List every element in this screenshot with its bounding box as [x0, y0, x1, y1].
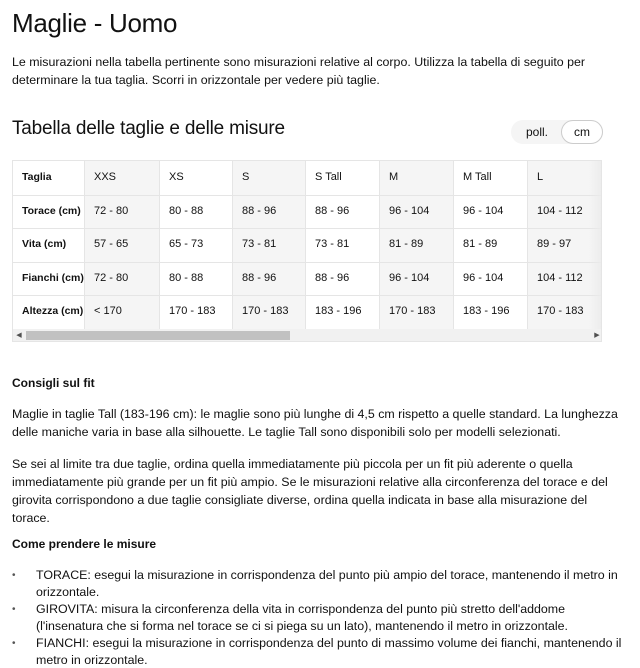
unit-toggle	[511, 120, 603, 144]
size-column	[380, 161, 454, 329]
table-cell: 183 - 196	[315, 305, 362, 318]
table-cell: 88 - 96	[242, 204, 277, 217]
table-cell: 73 - 81	[242, 238, 277, 251]
measure-row-label: Vita (cm)	[22, 238, 67, 251]
unit-option-cm[interactable]: cm	[561, 120, 603, 144]
scroll-left-icon[interactable]: ◀	[16, 332, 22, 339]
size-table-scroll-area[interactable]	[13, 161, 602, 329]
page-title: Maglie - Uomo	[12, 8, 178, 38]
table-cell: 96 - 104	[389, 204, 430, 217]
size-header-cell: S Tall	[315, 171, 342, 183]
size-header-cell: XXS	[94, 171, 117, 183]
table-cell: 81 - 89	[463, 238, 498, 251]
measure-row-label: Torace (cm)	[22, 204, 81, 217]
bullet-icon: •	[12, 570, 16, 581]
table-cell: 170 - 183	[242, 305, 289, 318]
fit-tips-paragraph-tall: Maglie in taglie Tall (183-196 cm): le maglie sono più lunghe di 4,5 cm rispetto a quelle standard. La lunghezza delle maniche varia in base alla silhouette. Le taglie Tall sono disponibili solo per modelli selezionati.	[12, 407, 618, 439]
size-column	[160, 161, 233, 329]
table-cell: 81 - 89	[389, 238, 424, 251]
size-column	[306, 161, 380, 329]
table-cell: 183 - 196	[463, 305, 510, 318]
list-item-text: FIANCHI: esegui la misurazione in corrispondenza del punto di massimo volume dei fianchi, mantenendo il metro in orizzontale.	[36, 636, 622, 667]
size-column	[233, 161, 306, 329]
table-row-divider	[13, 195, 602, 196]
table-cell: 170 - 183	[537, 305, 584, 318]
measure-row-label: Fianchi (cm)	[22, 271, 84, 284]
table-cell: 170 - 183	[389, 305, 436, 318]
size-header-cell: L	[537, 171, 544, 183]
size-column	[85, 161, 160, 329]
scroll-right-icon[interactable]: ▶	[594, 332, 600, 339]
row-labels-column	[13, 161, 85, 329]
size-header-cell: M Tall	[463, 171, 492, 183]
size-column	[454, 161, 528, 329]
table-row-divider	[13, 295, 602, 296]
measure-row-label: Altezza (cm)	[22, 305, 84, 318]
fit-tips-title: Consigli sul fit	[12, 376, 95, 390]
table-cell: 57 - 65	[94, 238, 129, 251]
table-row-divider	[13, 228, 602, 229]
table-cell: 96 - 104	[463, 271, 504, 284]
table-cell: < 170	[94, 305, 122, 318]
list-item-girovita	[12, 601, 624, 635]
table-cell: 72 - 80	[94, 271, 129, 284]
fit-tips-paragraph-between-sizes: Se sei al limite tra due taglie, ordina quella immediatamente più piccola per un fit più aderente o quella immediatamente più grande per un fit più ampio. Se le misurazioni relative alla circonferenza del torace e del girovita corrispondono a due taglie consigliate diverse, ordina quella indicata in base alla misurazione del torace.	[12, 457, 608, 525]
size-header-cell: XS	[169, 171, 184, 183]
list-item-torace	[12, 567, 624, 601]
size-table	[12, 160, 602, 342]
size-header-cell: M	[389, 171, 399, 183]
table-cell: 65 - 73	[169, 238, 204, 251]
table-cell: 104 - 112	[537, 271, 583, 284]
table-cell: 88 - 96	[242, 271, 277, 284]
scrollbar-thumb[interactable]	[26, 331, 290, 340]
table-cell: 80 - 88	[169, 204, 204, 217]
intro-text: Le misurazioni nella tabella pertinente sono misurazioni relative al corpo. Utilizza la tabella di seguito per determinare la tua taglia. Scorri in orizzontale per vedere più taglie.	[12, 55, 586, 87]
table-cell: 170 - 183	[169, 305, 216, 318]
unit-option-inch[interactable]: poll.	[525, 125, 548, 139]
table-cell: 72 - 80	[94, 204, 129, 217]
table-cell: 96 - 104	[389, 271, 430, 284]
table-fade-edge	[589, 161, 602, 329]
table-cell: 96 - 104	[463, 204, 504, 217]
how-to-measure-title: Come prendere le misure	[12, 537, 157, 551]
bullet-icon: •	[12, 638, 16, 649]
list-item-text: TORACE: esegui la misurazione in corrispondenza del punto più ampio del torace, mantenendo il metro in orizzontale.	[36, 568, 618, 599]
size-header-cell: S	[242, 171, 250, 183]
table-cell: 104 - 112	[537, 204, 583, 217]
horizontal-scrollbar[interactable]	[13, 329, 602, 342]
table-cell: 88 - 96	[315, 271, 350, 284]
size-table-heading: Tabella delle taglie e delle misure	[12, 118, 285, 139]
table-cell: 88 - 96	[315, 204, 350, 217]
table-row-divider	[13, 262, 602, 263]
table-cell: 73 - 81	[315, 238, 350, 251]
measure-instructions-list	[12, 567, 624, 668]
table-cell: 80 - 88	[169, 271, 204, 284]
list-item-text: GIROVITA: misura la circonferenza della vita in corrispondenza del punto più stretto dell'addome (l'insenatura che si forma nel torace se ci si piega su un lato), mantenendo il metro in orizzontale.	[36, 602, 568, 633]
list-item-fianchi	[12, 635, 624, 668]
table-cell: 89 - 97	[537, 238, 572, 251]
size-header-label: Taglia	[22, 171, 52, 183]
bullet-icon: •	[12, 604, 16, 615]
